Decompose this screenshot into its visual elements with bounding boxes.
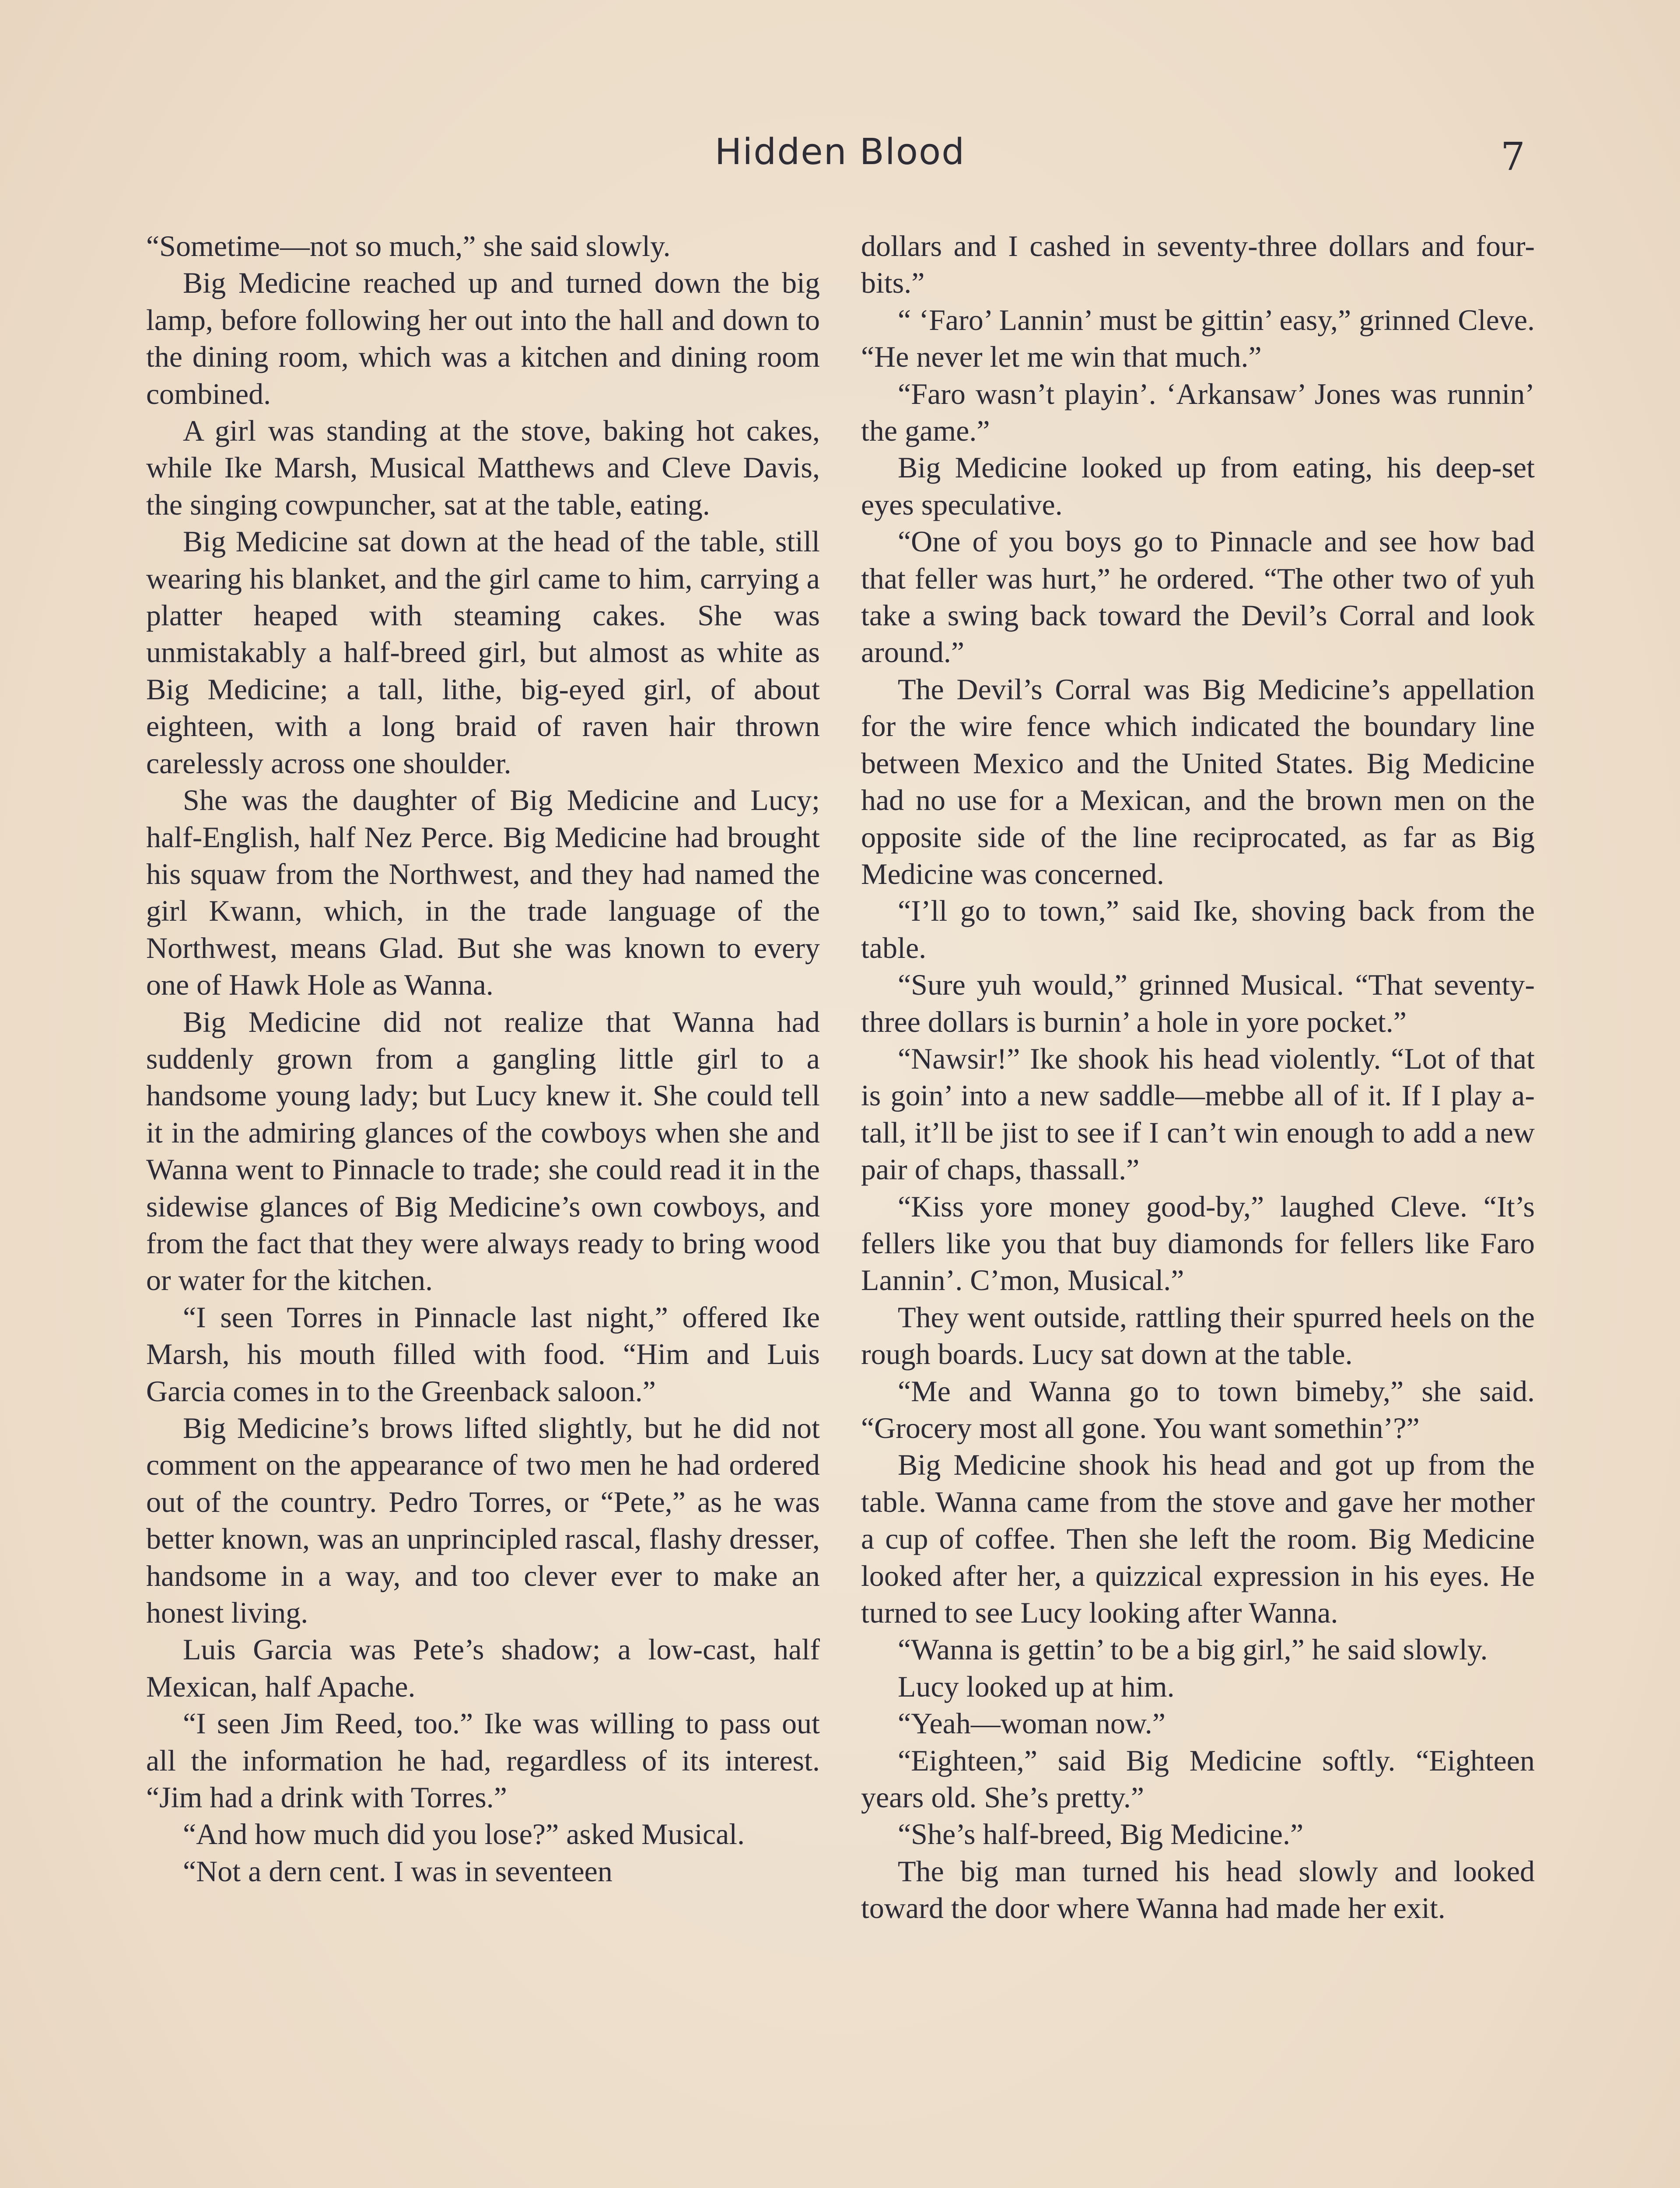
paragraph: “And how much did you lose?” asked Musical. — [183, 1817, 745, 1851]
paragraph: “Sometime—not so much,” she said slowly. — [146, 229, 671, 263]
paragraph: “Wanna is gettin’ to be a big girl,” he said slowly. — [898, 1633, 1488, 1666]
paragraph: Big Medicine sat down at the head of the table, still wearing his blanket, and the girl came to him, carrying a platter heaped with steaming cakes. She was unmistakably a half-breed girl, but almost as white as Big Medicine; a tall, lithe, big-eyed girl, of about eighteen, with a long braid of raven hair thrown carelessly across one shoulder. — [146, 525, 820, 780]
paragraph: “Eighteen,” said Big Medicine softly. “Eighteen years old. She’s pretty.” — [861, 1743, 1535, 1814]
paragraph: “Nawsir!” Ike shook his head violently. “Lot of that is goin’ into a new saddle—mebbe all of it. If I play a-tall, it’ll be jist to see if I can’t win enough to add a new pair of chaps, thassall.” — [861, 1041, 1535, 1186]
paragraph: “Kiss yore money good-by,” laughed Cleve. “It’s fellers like you that buy diamonds for fellers like Faro Lannin’. C’mon, Musical.” — [861, 1189, 1535, 1297]
paragraph: “I’ll go to town,” said Ike, shoving back from the table. — [861, 894, 1535, 964]
paragraph: “I seen Torres in Pinnacle last night,” offered Ike Marsh, his mouth filled with food. “Him and Luis Garcia comes in to the Greenback saloon.” — [146, 1300, 820, 1408]
paragraph: Big Medicine shook his head and got up from the table. Wanna came from the stove and gave her mother a cup of coffee. Then she left the room. Big Medicine looked after her, a quizzical expression in his eyes. He turned to see Lucy looking after Wanna. — [861, 1448, 1535, 1630]
paragraph: “Sure yuh would,” grinned Musical. “That seventy-three dollars is burnin’ a hole in yore pocket.” — [861, 968, 1535, 1038]
left-text-column — [146, 228, 820, 1890]
paragraph: Lucy looked up at him. — [898, 1669, 1175, 1703]
paragraph: A girl was standing at the stove, baking hot cakes, while Ike Marsh, Musical Matthews and Cleve Davis, the singing cowpuncher, sat at the table, eating. — [146, 414, 820, 521]
paragraph: “Yeah—woman now.” — [898, 1707, 1166, 1740]
paragraph: “She’s half-breed, Big Medicine.” — [898, 1817, 1304, 1851]
paragraph: She was the daughter of Big Medicine and Lucy; half-English, half Nez Perce. Big Medicine had brought his squaw from the Northwest, and they had named the girl Kwann, which, in the trade language of the Northwest, means Glad. But she was known to every one of Hawk Hole as Wanna. — [146, 783, 820, 1002]
running-title: Hidden Blood — [714, 131, 966, 173]
paragraph: “One of you boys go to Pinnacle and see how bad that feller was hurt,” he ordered. “The other two of yuh take a swing back toward the Devil’s Corral and look around.” — [861, 525, 1535, 669]
paragraph: dollars and I cashed in seventy-three dollars and four-bits.” — [861, 229, 1535, 300]
paragraph: Big Medicine’s brows lifted slightly, but he did not comment on the appearance of two men he had ordered out of the country. Pedro Torres, or “Pete,” as he was better known, was an unprincipled rascal, flashy dresser, handsome in a way, and too clever ever to make an honest living. — [146, 1411, 820, 1630]
paragraph: “Me and Wanna go to town bimeby,” she said. “Grocery most all gone. You want somethin’?” — [861, 1374, 1535, 1445]
page-number: 7 — [1501, 134, 1525, 179]
page-header — [0, 131, 1680, 184]
paragraph: Big Medicine looked up from eating, his deep-set eyes speculative. — [861, 451, 1535, 521]
paragraph: Big Medicine did not realize that Wanna had suddenly grown from a gangling little girl to a handsome young lady; but Lucy knew it. She could tell it in the admiring glances of the cowboys when she and Wanna went to Pinnacle to trade; she could read it in the sidewise glances of Big Medicine’s own cowboys, and from the fact that they were always ready to bring wood or water for the kitchen. — [146, 1005, 820, 1297]
paragraph: Big Medicine reached up and turned down the big lamp, before following her out into the hall and down to the dining room, which was a kitchen and dining room combined. — [146, 266, 820, 410]
paragraph: “I seen Jim Reed, too.” Ike was willing to pass out all the information he had, regardless of its interest. “Jim had a drink with Torres.” — [146, 1707, 820, 1814]
paragraph: “Faro wasn’t playin’. ‘Arkansaw’ Jones was runnin’ the game.” — [861, 377, 1535, 448]
paragraph: The Devil’s Corral was Big Medicine’s appellation for the wire fence which indicated the boundary line between Mexico and the United States. Big Medicine had no use for a Mexican, and the brown men on the opposite side of the line reciprocated, as far as Big Medicine was concerned. — [861, 672, 1535, 891]
paragraph: “ ‘Faro’ Lannin’ must be gittin’ easy,” grinned Cleve. “He never let me win that much.” — [861, 303, 1535, 374]
paragraph: The big man turned his head slowly and looked toward the door where Wanna had made her exit. — [861, 1854, 1535, 1925]
paragraph: “Not a dern cent. I was in seventeen — [183, 1854, 612, 1888]
right-text-column — [861, 228, 1535, 1927]
paragraph: Luis Garcia was Pete’s shadow; a low-cast, half Mexican, half Apache. — [146, 1633, 820, 1703]
paragraph: They went outside, rattling their spurred heels on the rough boards. Lucy sat down at the table. — [861, 1300, 1535, 1371]
